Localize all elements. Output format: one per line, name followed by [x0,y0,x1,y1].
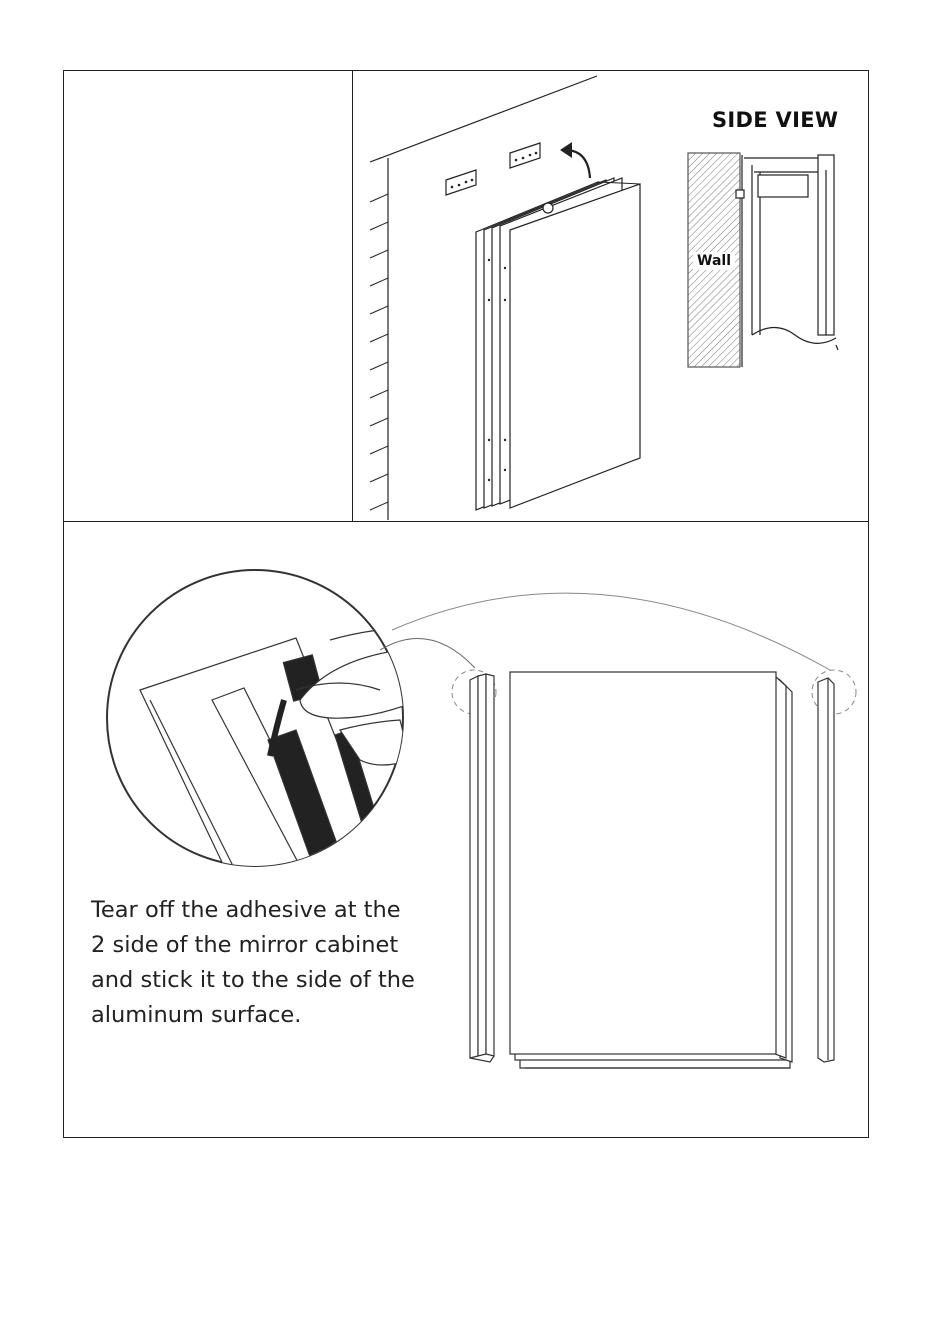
wall-mount-illustration [370,76,640,520]
instruction-line: and stick it to the side of the [91,967,415,993]
instruction-line: 2 side of the mirror cabinet [91,932,399,958]
instruction-line: aluminum surface. [91,1002,302,1028]
instruction-line: Tear off the adhesive at the [91,897,401,923]
wall-label: Wall [693,252,735,270]
side-view-title: SIDE VIEW [712,108,839,132]
cabinet-exploded-view [470,672,834,1068]
wall-bracket [446,143,540,195]
mirror-cabinet-3d [476,178,640,510]
instruction-text [91,893,431,1033]
